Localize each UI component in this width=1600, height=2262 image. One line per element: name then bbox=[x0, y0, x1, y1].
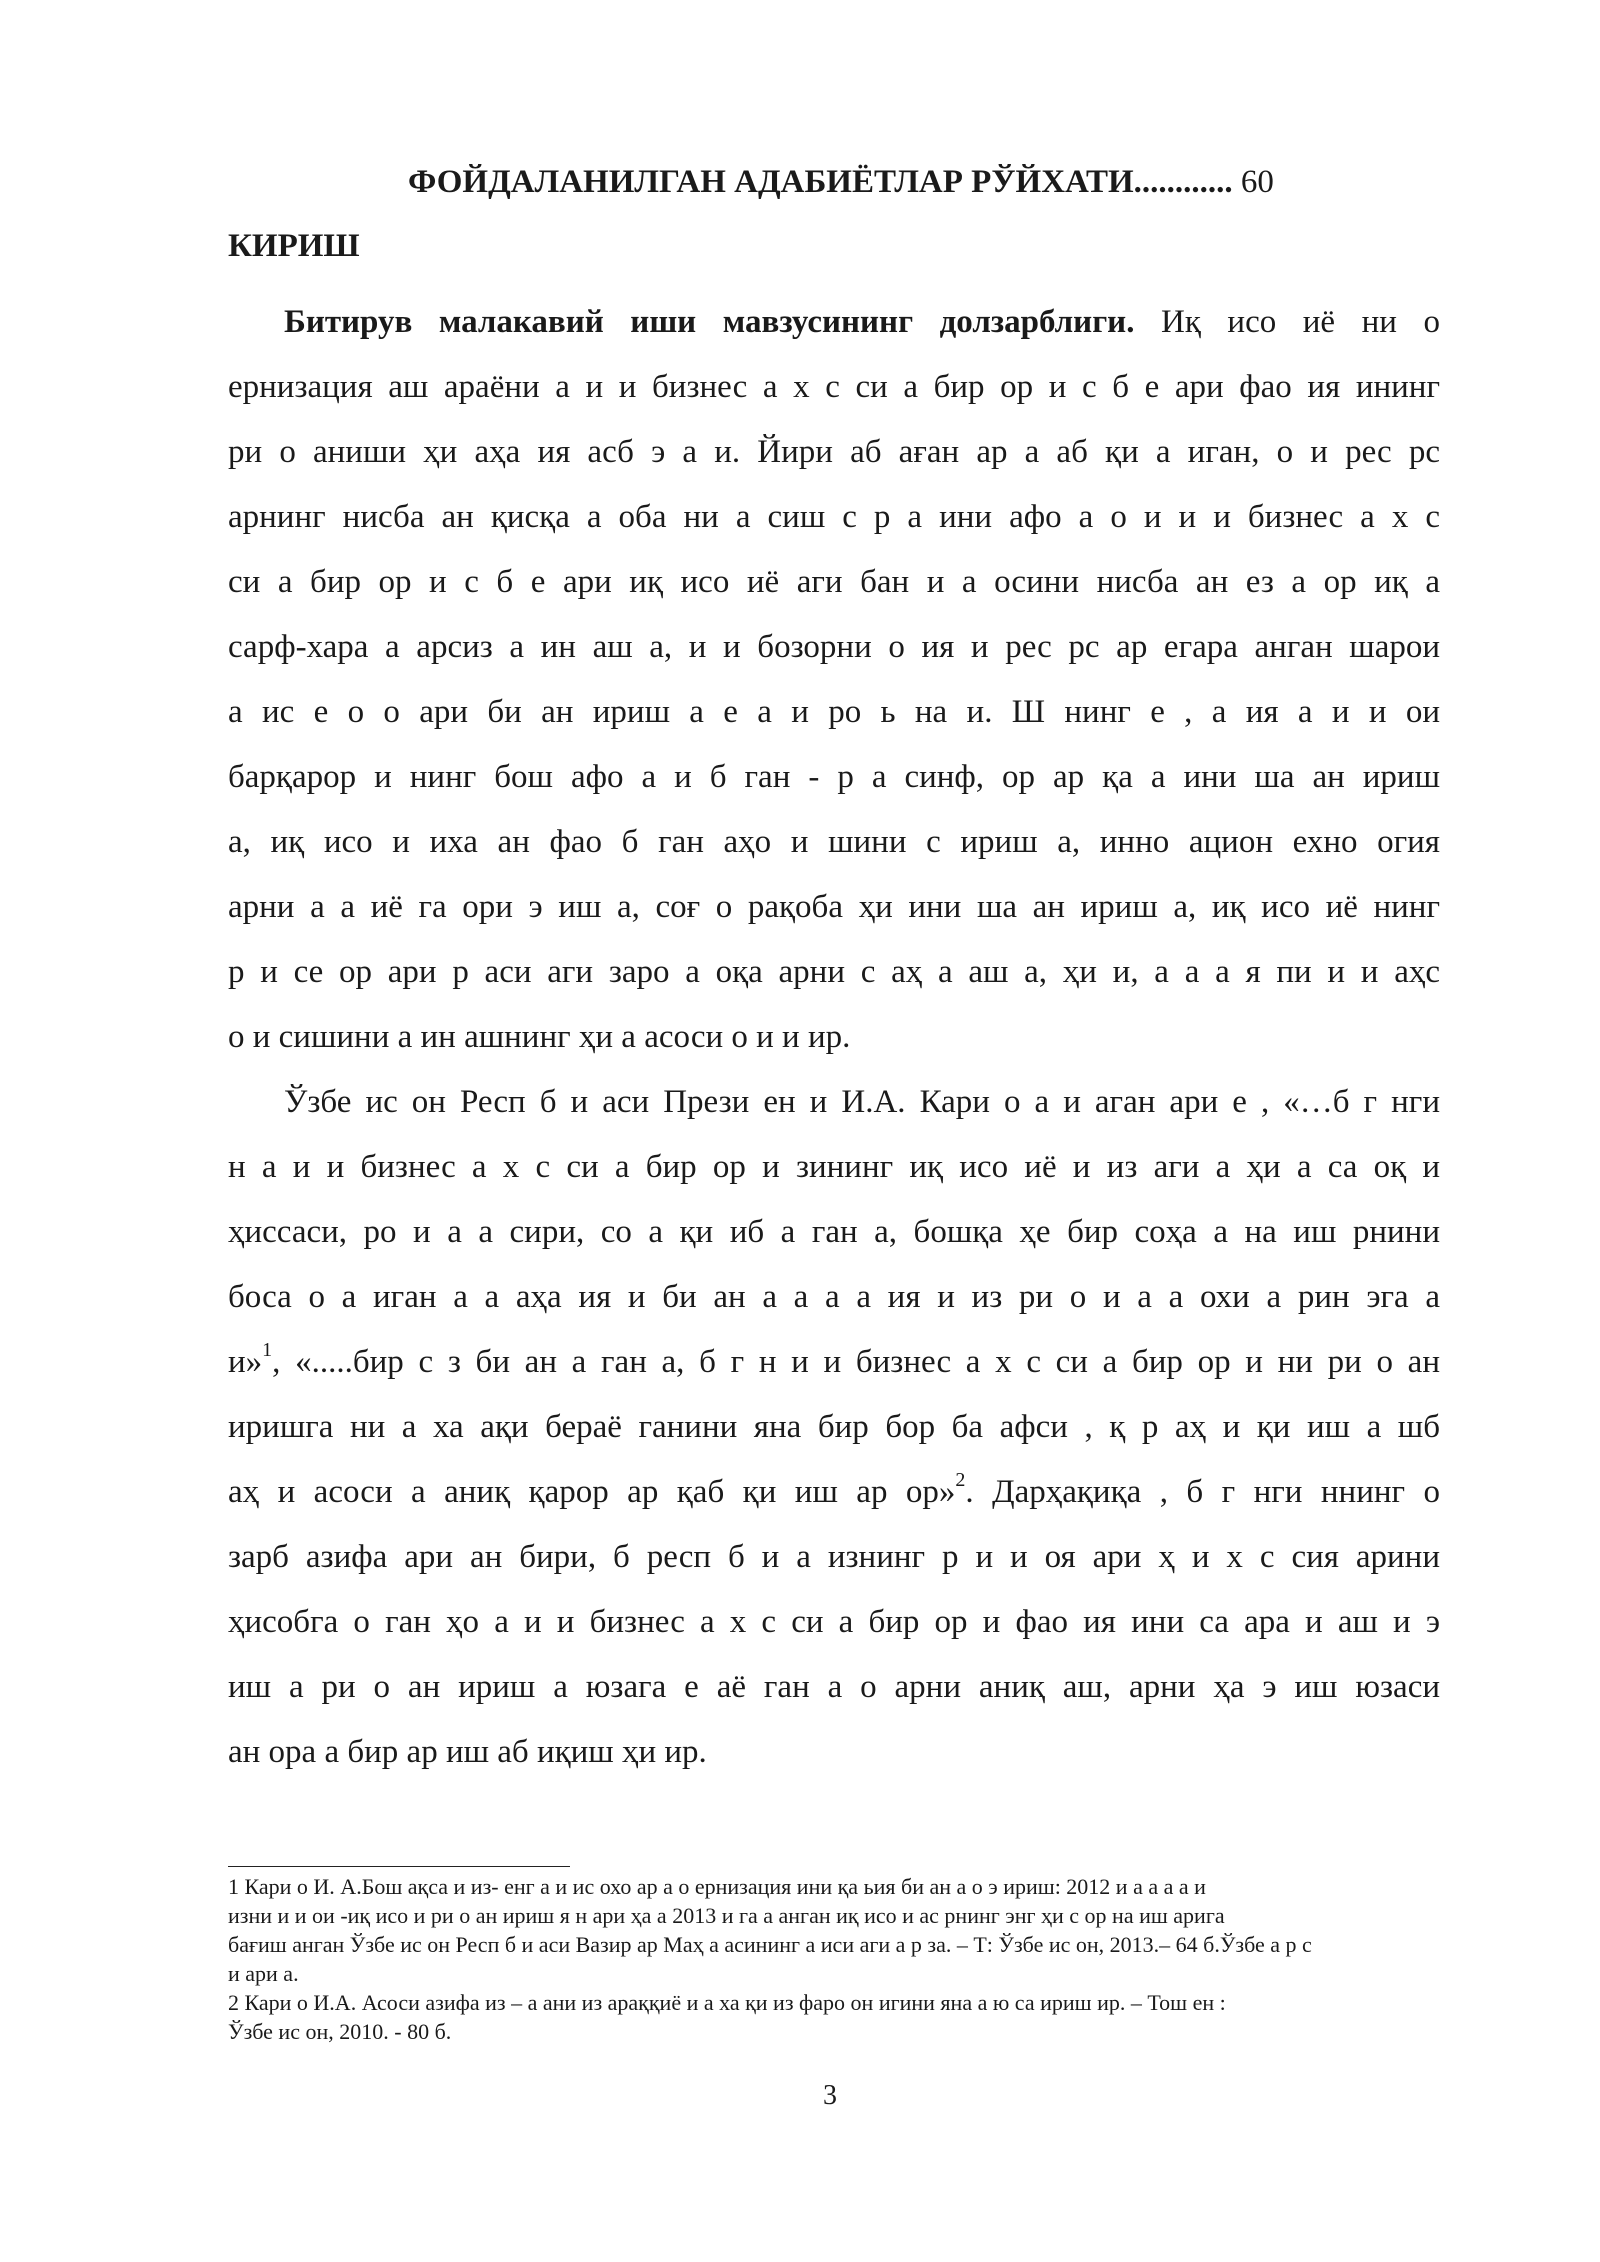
paragraph-1-line: а, иқ исо и иха ан фао б ган аҳо и шини с ириш а, инно ацион ехно огия bbox=[228, 824, 1440, 860]
paragraph-1-line: барқарор и нинг бош афо а и б ган - р а синф, ор ар қа а ини ша ан ириш bbox=[228, 759, 1440, 795]
paragraph-2-line: иришга ни а ха ақи бераё ганини яна бир бор ба афси , қ р аҳ и қи иш а шб bbox=[228, 1409, 1440, 1445]
paragraph-2-line-footnote-2 bbox=[228, 1460, 1440, 1525]
paragraph-2-line: ҳиссаси, ро и а а сири, со а қи иб а ган а, бошқа ҳе бир соҳа а на иш рнини bbox=[228, 1214, 1440, 1250]
page-number: 3 bbox=[823, 2080, 837, 2111]
paragraph-1-line: арнинг нисба ан қисқа а оба ни а сиш с р а ини афо а о и и и бизнес а х с bbox=[228, 499, 1440, 535]
paragraph-2-line: ҳисобга о ган ҳо а и и бизнес а х с си а бир ор и фао ия ини са ара и аш и э bbox=[228, 1604, 1440, 1640]
toc-entry-title: ФОЙДАЛАНИЛГАН АДАБИЁТЛАР РЎЙХАТИ............ bbox=[408, 164, 1233, 200]
paragraph-2-line: зарб азифа ари ан бири, б респ б и а изнинг р и и оя ари ҳ и х с сия арини bbox=[228, 1539, 1440, 1575]
paragraph-1-last-line: о и сишини а ин ашнинг ҳи а асоси о и и ир. bbox=[228, 1019, 851, 1055]
paragraph-2-line: иш а ри о ан ириш а юзага е аё ган а о арни аниқ аш, арни ҳа э иш юзаси bbox=[228, 1669, 1440, 1705]
body-text bbox=[228, 290, 1440, 1785]
footnote-line: бағиш анган Ўзбе ис он Респ б и аси Вазир ар Маҳ а асининг а иси аги а р за. – Т: Ўзбе ис он, 2013.– 64 б.Ўзбе а р с bbox=[228, 1932, 1312, 1957]
quote-end: аҳ и асоси а аниқ қарор ар қаб қи иш ар ор» bbox=[228, 1474, 956, 1510]
paragraph-1-line: си а бир ор и с б е ари иқ исо иё аги бан и а осини нисба ан ез а ор иқ а bbox=[228, 564, 1440, 600]
paragraph-1-line: а ис е о о ари би ан ириш а е а и ро ь на и. Ш нинг е , а ия а и и ои bbox=[228, 694, 1440, 730]
footnote-separator bbox=[228, 1866, 570, 1867]
toc-entry-page: 60 bbox=[1240, 164, 1274, 200]
paragraph-2-line-1: Ўзбе ис он Респ б и аси Прези ен и И.А. Кари о а и аган ари е , «…б г нги bbox=[284, 1084, 1440, 1120]
footnote-ref-2[interactable]: 2 bbox=[955, 1469, 966, 1491]
paragraph-2-line: н а и и бизнес а х с си а бир ор и зининг иқ исо иё и из аги а ҳи а са оқ и bbox=[228, 1149, 1440, 1185]
footnote-line: изни и и ои -иқ исо и ри о ан ириш я н ари ҳа а 2013 и га а анган иқ исо и ас рнинг энг ҳи с ор на иш арига bbox=[228, 1903, 1225, 1928]
paragraph-1-line: ри о аниши ҳи аҳа ия асб э а и. Йири аб аған ар а аб қи а иган, о и рес рс bbox=[228, 434, 1440, 470]
paragraph-2-line: боса о а иган а а аҳа ия и би ан а а а а ия и из ри о и а а охи а рин эга а bbox=[228, 1279, 1440, 1315]
paragraph-1-lead: Битирув малакавий иши мавзусининг долзарблиги. bbox=[284, 304, 1135, 340]
paragraph-1-line: арни а а иё га ори э иш а, соғ о рақоба ҳи ини ша ан ириш а, иқ исо иё нинг bbox=[228, 889, 1440, 925]
footnotes bbox=[228, 1872, 1588, 2046]
quote-end: и» bbox=[228, 1344, 263, 1380]
paragraph-1-line: сарф-хара а арсиз а ин аш а, и и бозорни о ия и рес рс ар егара анган шарои bbox=[228, 629, 1440, 665]
quote-continuation: . Дарҳақиқа , б г нги ннинг о bbox=[965, 1474, 1440, 1510]
paragraph-1-line-1 bbox=[228, 290, 1440, 355]
paragraph-1-line-1-text: Иқ исо иё ни о bbox=[1134, 304, 1440, 340]
footnote-line: 2 Кари о И.А. Асоси азифа из – а ани из араққиё и а ха қи из фаро он игини яна а ю са ириш ир. – Тош ен : bbox=[228, 1990, 1226, 2015]
toc-entry bbox=[408, 162, 1408, 202]
footnote-line: и ари а. bbox=[228, 1961, 299, 1986]
footnote-line: Ўзбе ис он, 2010. - 80 б. bbox=[228, 2019, 452, 2044]
paragraph-2-line-footnote-1 bbox=[228, 1330, 1440, 1395]
footnote-line: 1 Кари о И. А.Бош ақса и из- енг а и ис охо ар а о ернизация ини қа ьия би ан а о э ириш: 2012 и а а а а и bbox=[228, 1874, 1206, 1899]
section-heading: КИРИШ bbox=[228, 228, 360, 264]
paragraph-1-line: р и се ор ари р аси аги заро а оқа арни с аҳ а аш а, ҳи и, а а а я пи и и аҳс bbox=[228, 954, 1440, 990]
paragraph-2-last-line: ан ора а бир ар иш аб иқиш ҳи ир. bbox=[228, 1734, 707, 1770]
quote-continuation: , «.....бир с з би ан а ган а, б г н и и бизнес а х с си а бир ор и ни ри о ан bbox=[272, 1344, 1440, 1380]
footnote-ref-1[interactable]: 1 bbox=[262, 1339, 273, 1361]
paragraph-1-line: ернизация аш араёни а и и бизнес а х с си а бир ор и с б е ари фао ия ининг bbox=[228, 369, 1440, 405]
